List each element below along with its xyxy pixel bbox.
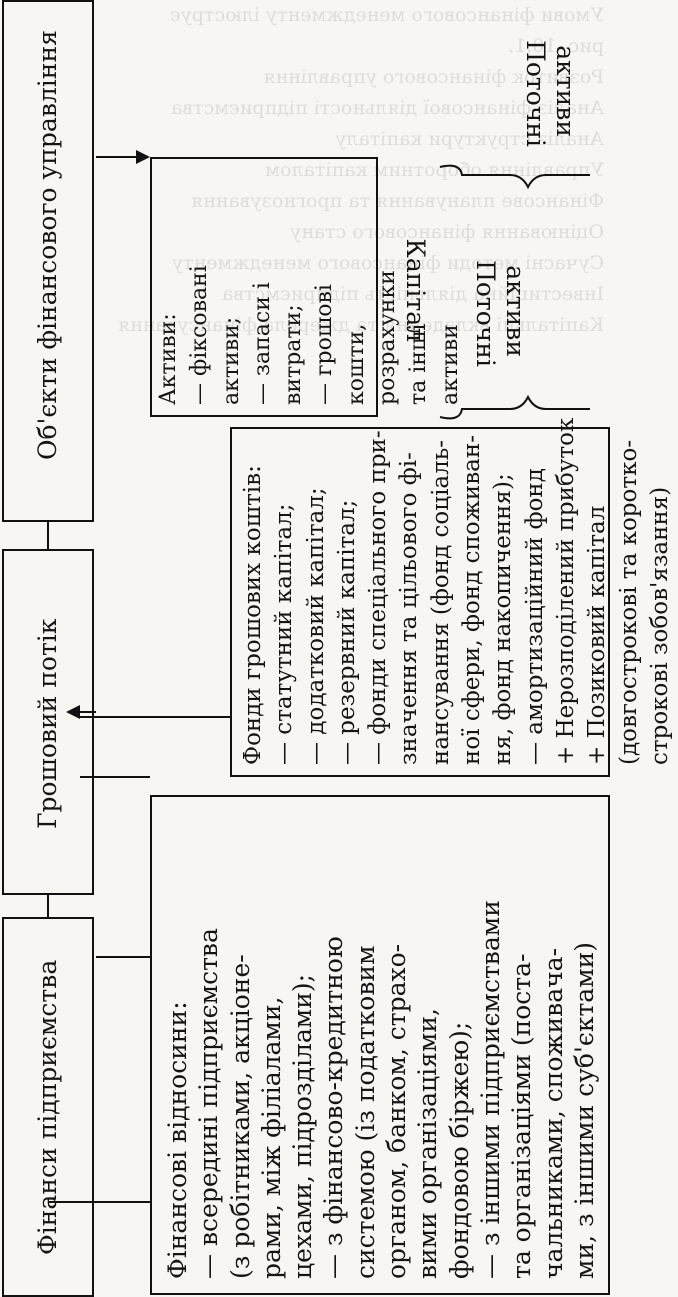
cash-funds-line: — амортизаційний фонд xyxy=(521,468,548,765)
cash-funds-line: — статутний капітал; xyxy=(271,503,298,765)
cash-funds-line: строкові зобов'язання) xyxy=(646,486,673,765)
box-management-objects xyxy=(2,0,94,522)
cash-funds-line: + Нерозподілений прибуток xyxy=(552,417,579,765)
box-cash-funds xyxy=(230,417,673,777)
enterprise-finance-label: Фінанси підприємства xyxy=(33,959,62,1255)
box-financial-relations xyxy=(150,795,610,1295)
assets-line: — запаси і xyxy=(249,282,275,405)
cash-funds-line: нансування (фонд соціаль- xyxy=(427,439,454,765)
financial-relations-line: (з робітниками, акціоне- xyxy=(225,954,255,1279)
assets-line: та інші xyxy=(406,323,432,405)
bleed-line: Управління оборотним капіталом xyxy=(265,159,604,181)
financial-relations-line: — з фінансово-кредитною xyxy=(319,936,349,1279)
financial-relations-line: — з іншими підприємствами xyxy=(475,900,505,1279)
assets-line: — грошові xyxy=(312,284,338,405)
financial-relations-line: системою (із податковим xyxy=(350,945,380,1279)
assets-line: — фіксовані xyxy=(187,265,213,405)
cash-funds-text xyxy=(240,418,678,765)
cash-funds-line: — резервний капітал; xyxy=(333,499,360,765)
bleed-line: Капітальні вкладення та джерела фінансування xyxy=(118,314,604,336)
noncurrent-assets-label-1: Поточні xyxy=(471,260,500,367)
bleed-line: рис. 10.1. xyxy=(508,35,604,57)
capital-label: Капітал xyxy=(401,238,430,342)
assets-line: активи xyxy=(437,324,463,405)
financial-relations-line: ми, з іншими суб'єктами) xyxy=(569,941,599,1279)
cash-funds-line: значення та цільового фі- xyxy=(396,452,423,765)
box-cash-flow xyxy=(2,549,94,895)
assets-text xyxy=(158,265,471,405)
financial-relations-line: цехами, підрозділами); xyxy=(288,973,318,1279)
financial-relations-text xyxy=(162,900,600,1279)
box-enterprise-finance xyxy=(2,917,94,1297)
financial-relations-line: рами, між філіалами, xyxy=(256,996,286,1279)
bleed-line: Оцінювання фінансового стану xyxy=(289,221,604,243)
cash-funds-line: (довгострокові та коротко- xyxy=(615,439,642,765)
cash-funds-line: — додатковий капітал; xyxy=(302,487,329,765)
financial-relations-line: чальниками, споживача- xyxy=(538,947,568,1279)
arrow-head xyxy=(136,150,150,164)
cash-funds-line: ня, фонд накопичення); xyxy=(490,473,517,765)
cash-funds-line: + Позиковий капітал xyxy=(584,505,611,765)
bleed-line: Розвиток фінансового управління xyxy=(263,66,604,88)
bleed-line: Фінансове планування та прогнозування xyxy=(191,190,604,212)
financial-relations-line: фондовою біржею); xyxy=(444,1021,474,1279)
current-assets-label-2: активи xyxy=(551,45,580,137)
assets-line: активи; xyxy=(218,316,244,405)
assets-line: Активи: xyxy=(156,313,181,405)
brace-right xyxy=(440,166,590,187)
assets-line: кошти, xyxy=(343,323,369,405)
current-assets-label-1: Поточні xyxy=(521,40,550,147)
bleed-line: Сучасні методи фінансового менеджменту xyxy=(171,252,604,274)
financial-relations-line: вими організаціями, xyxy=(413,1008,443,1279)
financial-relations-line: органом, банком, страхо- xyxy=(382,943,412,1279)
assets-line: розрахунки xyxy=(375,270,401,405)
cash-funds-line: — фонди спеціального при- xyxy=(365,430,392,765)
financial-relations-line: Фінансові відносини: xyxy=(163,1001,192,1279)
noncurrent-assets-label-2: активи xyxy=(501,265,530,357)
financial-relations-line: та організаціями (поста- xyxy=(507,953,537,1279)
bleed-line: Аналіз фінансової діяльності підприємства xyxy=(171,97,604,119)
management-objects-label: Об'єкти фінансового управління xyxy=(33,30,62,460)
bleed-line: Інвестиційна діяльність підприємства xyxy=(222,283,604,305)
bleed-line: Аналіз структури капіталу xyxy=(335,128,604,150)
assets-line: витрати; xyxy=(281,304,307,405)
cash-funds-line: Фонди грошових коштів: xyxy=(240,465,266,765)
financial-relations-line: — всередині підприємства xyxy=(194,928,224,1279)
bleed-line: Умови фінансового менеджменту ілюструє xyxy=(170,4,604,26)
cash-flow-label: Грошовий потік xyxy=(33,618,62,829)
cash-funds-line: ної сфери, фонд споживан- xyxy=(459,435,486,765)
